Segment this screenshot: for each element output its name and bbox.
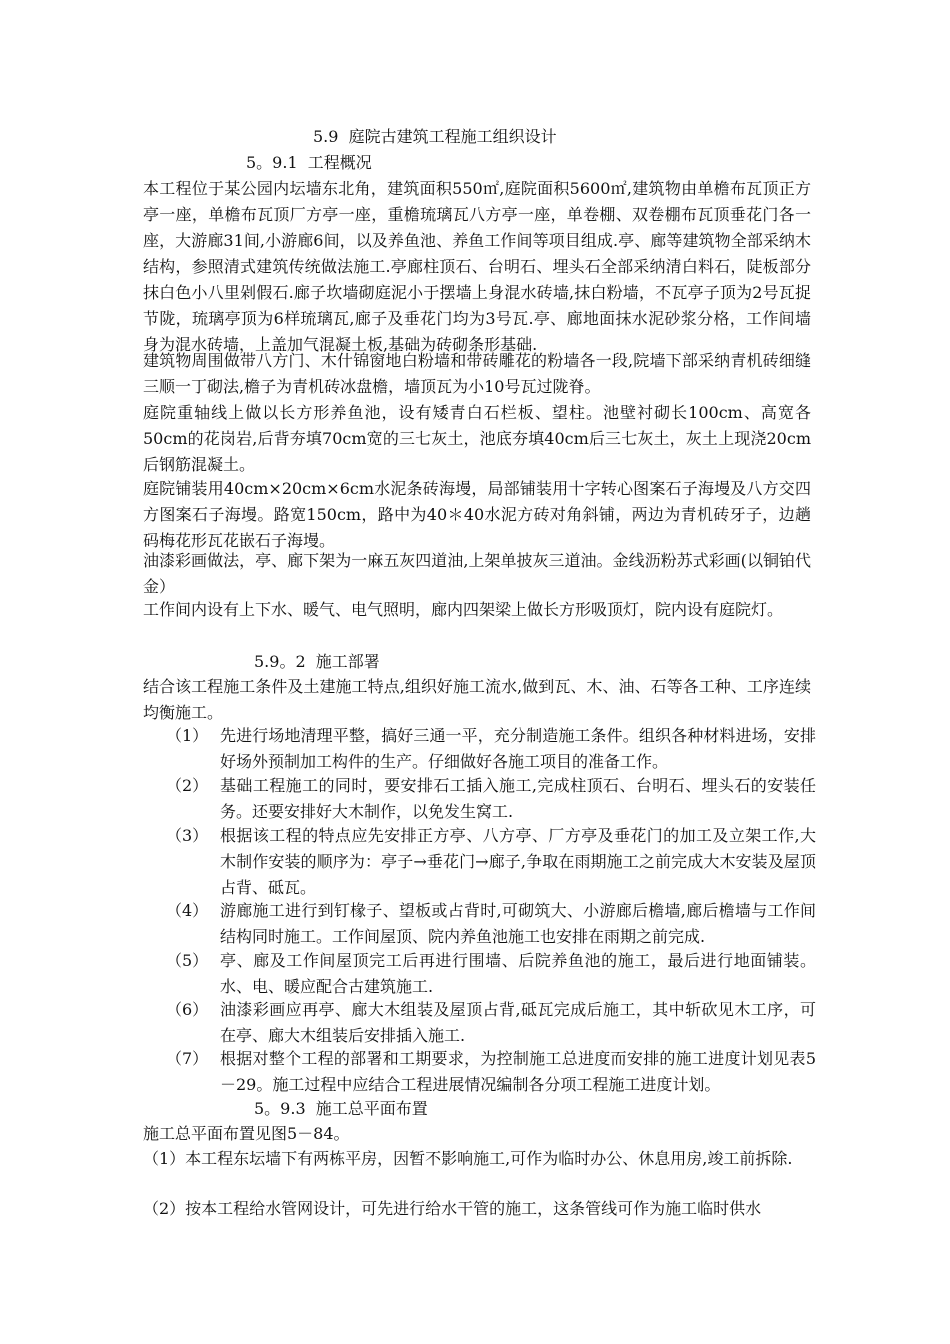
list-item-text: 先进行场地清理平整，搞好三通一平，充分制造施工条件。组织各种材料进场，安排好场外预制加工构件的生产。仔细做好各施工项目的准备工作。	[220, 726, 816, 771]
section-heading-overview: 5。9.1 工程概况	[246, 153, 372, 172]
list-item-text: 基础工程施工的同时，要安排石工插入施工,完成柱顶石、台明石、埋头石的安装任务。还要安排好大木制作，以免发生窝工.	[220, 776, 816, 821]
list-item	[166, 723, 816, 775]
paragraph-overview-5: 油漆彩画做法，亭、廊下架为一麻五灰四道油,上架单披灰三道油。金线沥粉苏式彩画(以铜铂代金）	[143, 551, 811, 596]
paragraph-overview-2: 建筑物周围做带八方门、木什锦窗地白粉墙和带砖雕花的粉墙各一段,院墙下部采纳青机砖细缝三顺一丁砌法,檐子为青机砖冰盘檐，墙顶瓦为小10号瓦过陇脊。	[143, 351, 811, 396]
list-item-text: 油漆彩画应再亭、廊大木组装及屋顶占背,砥瓦完成后施工，其中斩砍见木工序，可在亭、廊大木组装后安排插入施工.	[220, 1000, 816, 1045]
list-item-number: （1）	[166, 726, 209, 745]
list-item	[166, 997, 816, 1049]
list-item	[166, 773, 816, 825]
list-item	[166, 823, 816, 901]
paragraph-overview-6: 工作间内设有上下水、暖气、电气照明，廊内四架梁上做长方形吸顶灯，院内设有庭院灯。	[143, 600, 784, 619]
section-heading-deployment: 5.9。2 施工部署	[254, 652, 380, 671]
paragraph-site-plan-2: （1）本工程东坛墙下有两栋平房，因暂不影响施工,可作为临时办公、休息用房,竣工前拆除.	[143, 1149, 793, 1168]
list-item-number: （2）	[166, 776, 209, 795]
list-item-number: （3）	[166, 826, 209, 845]
list-item-text: 游廊施工进行到钉椽子、望板或占背时,可砌筑大、小游廊后檐墙,廊后檐墙与工作间结构同时施工。工作间屋顶、院内养鱼池施工也安排在雨期之前完成.	[220, 901, 816, 946]
list-item-text: 根据该工程的特点应先安排正方亭、八方亭、厂方亭及垂花门的加工及立架工作,大木制作安装的顺序为：亭子→垂花门→廊子,争取在雨期施工之前完成大木安装及屋顶占背、砥瓦。	[220, 826, 816, 897]
paragraph-deployment-intro: 结合该工程施工条件及土建施工特点,组织好施工流水,做到瓦、木、油、石等各工种、工序连续均衡施工。	[143, 677, 811, 722]
paragraph-site-plan-1: 施工总平面布置见图5－84。	[143, 1124, 350, 1143]
list-item-number: （7）	[166, 1049, 209, 1068]
document-title: 5.9 庭院古建筑工程施工组织设计	[313, 127, 557, 146]
list-item	[166, 948, 816, 1000]
paragraph-overview-3: 庭院重轴线上做以长方形养鱼池，设有矮青白石栏板、望柱。池壁衬砌长100cm、高宽各50cm的花岗岩,后背夯填70cm宽的三七灰土，池底夯填40cm后三七灰土，灰土上现浇20cm后钢筋混凝土。	[143, 403, 811, 474]
paragraph-overview-4: 庭院铺装用40cm×20cm×6cm水泥条砖海墁，局部铺装用十字转心图案石子海墁及八方交四方图案石子海墁。路宽150cm，路中为40＊40水泥方砖对角斜铺，两边为青机砖牙子，边趟码梅花形瓦花嵌石子海墁。	[143, 479, 811, 550]
list-item-number: （4）	[166, 901, 209, 920]
list-item	[166, 898, 816, 950]
paragraph-overview-1: 本工程位于某公园内坛墙东北角，建筑面积550㎡,庭院面积5600㎡,建筑物由单檐布瓦顶正方亭一座，单檐布瓦顶厂方亭一座，重檐琉璃瓦八方亭一座，单卷棚、双卷棚布瓦顶垂花门各一座，大游廊31间,小游廊6间，以及养鱼池、养鱼工作间等项目组成.亭、廊等建筑物全部采纳木结构，参照清式建筑传统做法施工.亭廊柱顶石、台明石、埋头石全部采纳清白料石，陡板部分抹白色小八里剁假石.廊子坎墙砌庭泥小于摆墙上身混水砖墙,抹白粉墙，不瓦亭子顶为2号瓦捉节陇，琉璃亭顶为6样琉璃瓦,廊子及垂花门均为3号瓦.亭、廊地面抹水泥砂浆分格，工作间墙身为混水砖墙，上盖加气混凝土板,基础为砖砌条形基础.	[143, 179, 811, 354]
list-item-number: （5）	[166, 951, 209, 970]
section-heading-site-plan: 5。9.3 施工总平面布置	[254, 1099, 428, 1118]
list-item-text: 亭、廊及工作间屋顶完工后再进行围墙、后院养鱼池的施工，最后进行地面铺装。水、电、暖应配合古建筑施工.	[220, 951, 816, 996]
list-item-text: 根据对整个工程的部署和工期要求，为控制施工总进度而安排的施工进度计划见表5－29。施工过程中应结合工程进展情况编制各分项工程施工进度计划。	[220, 1049, 816, 1094]
paragraph-site-plan-3: （2）按本工程给水管网设计，可先进行给水干管的施工，这条管线可作为施工临时供水	[143, 1199, 762, 1218]
list-item-number: （6）	[166, 1000, 209, 1019]
list-item	[166, 1046, 816, 1098]
